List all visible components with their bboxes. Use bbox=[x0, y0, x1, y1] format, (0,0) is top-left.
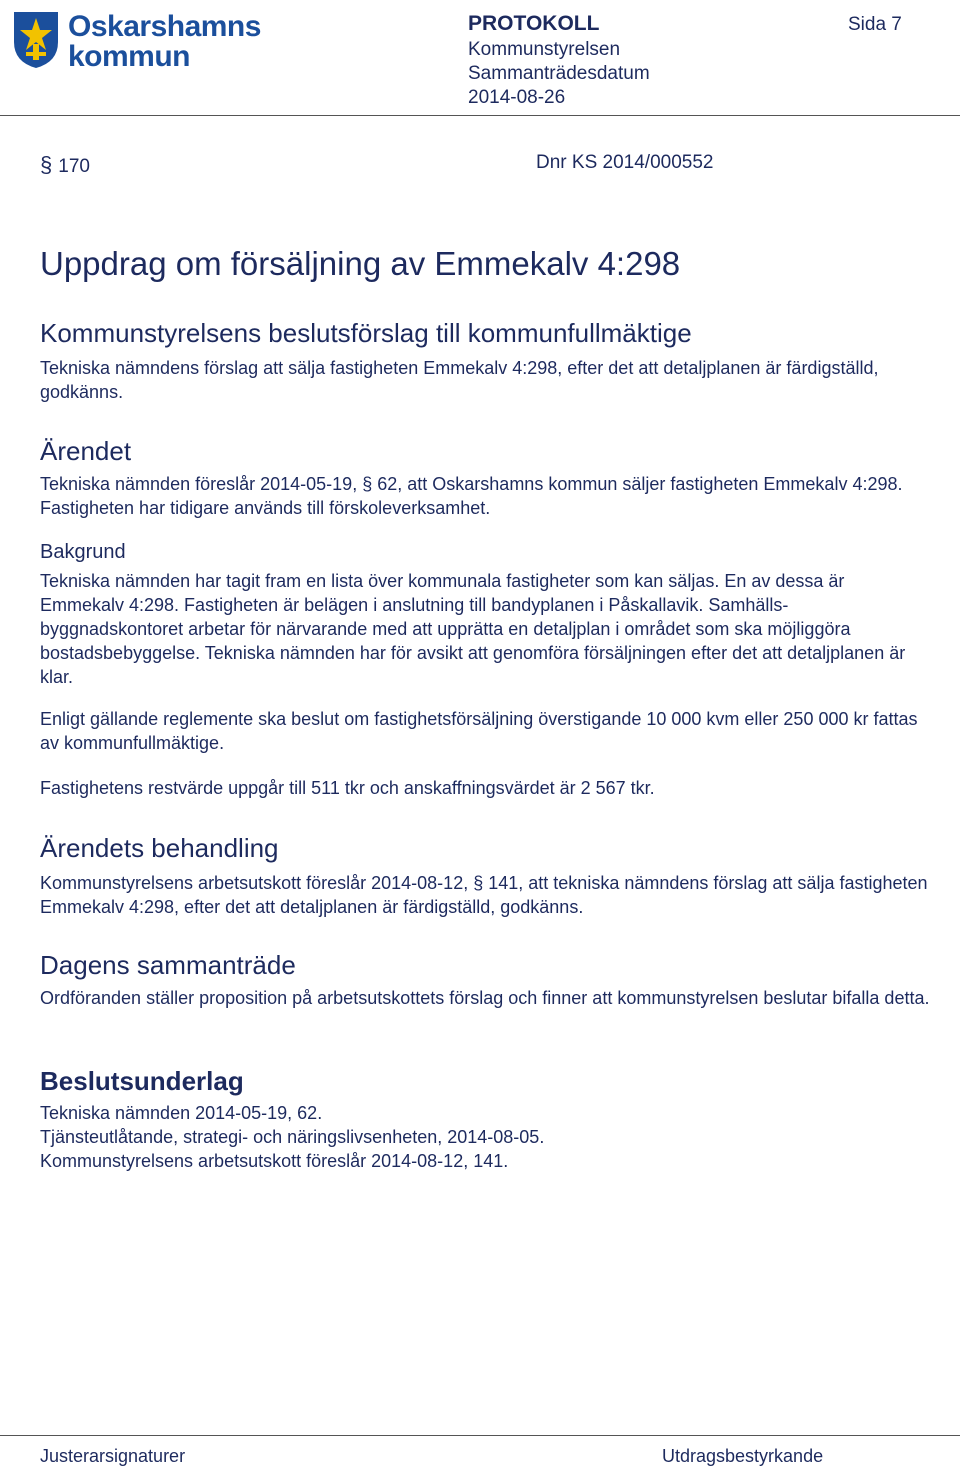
handling-text-part1: Kommunstyrelsens arbetsutskott föreslår 2014-08-12, bbox=[40, 873, 469, 893]
diary-number: Dnr KS 2014/000552 bbox=[536, 152, 714, 173]
basis-item: Tjänsteutlåtande, strategi- och näringslivsenheten, 2014-08-05. bbox=[40, 1127, 545, 1147]
matter-text-part1: Tekniska nämnden föreslår 2014-05-19, bbox=[40, 474, 358, 494]
proposal-heading: Kommunstyrelsens beslutsförslag till kommunfullmäktige bbox=[40, 318, 692, 348]
case-number-value: 170 bbox=[58, 156, 90, 177]
background-text-1: Tekniska nämnden har tagit fram en lista över kommunala fastigheter som kan säljas. En av dessa är Emmekalv 4:298. Fastigheten är belägen i anslutning till bandyplanen i Påskallavik. Samhälls- byggnadskontoret arbetar för närvarande med att upprätta en detaljplan i området som ska möjliggöra bostadsbebyggelse. Tekniska nämnden har för avsikt att genomföra försäljningen efter det att detaljplanen är klar. bbox=[40, 571, 906, 687]
matter-text bbox=[40, 472, 930, 520]
org-name-line2: kommun bbox=[68, 40, 191, 73]
matter-text-part2: 62, att Oskarshamns kommun säljer fastigheten Emmekalv 4:298. Fastigheten har tidigare används till förskoleverksamhet. bbox=[40, 474, 903, 518]
org-name-line1: Oskarshamns bbox=[68, 10, 261, 43]
meeting-heading: Dagens sammanträde bbox=[40, 950, 296, 980]
handling-heading: Ärendets behandling bbox=[40, 833, 279, 863]
background-text-2: Enligt gällande reglemente ska beslut om fastighetsförsäljning överstigande 10 000 kvm eller 250 000 kr fattas av kommunfullmäktige. bbox=[40, 709, 918, 753]
footer-divider bbox=[0, 1435, 960, 1436]
meeting-text: Ordföranden ställer proposition på arbetsutskottets förslag och finner att kommunstyrelsen beslutar bifalla detta. bbox=[40, 988, 930, 1008]
basis-item: Kommunstyrelsens arbetsutskott föreslår 2014-08-12, 141. bbox=[40, 1151, 509, 1171]
paragraph-icon: § bbox=[473, 873, 484, 893]
municipality-logo bbox=[10, 8, 261, 73]
page-title: Uppdrag om försäljning av Emmekalv 4:298 bbox=[40, 245, 681, 282]
basis-list bbox=[40, 1101, 930, 1173]
handling-text bbox=[40, 871, 930, 919]
footer-signatures-label: Justerarsignaturer bbox=[40, 1446, 186, 1466]
basis-item: Tekniska nämnden 2014-05-19, 62. bbox=[40, 1103, 323, 1123]
header-divider bbox=[0, 115, 960, 116]
basis-heading: Beslutsunderlag bbox=[40, 1066, 244, 1096]
committee-name: Kommunstyrelsen bbox=[468, 39, 621, 60]
footer-extract-label: Utdragsbestyrkande bbox=[662, 1446, 824, 1466]
case-number bbox=[40, 152, 90, 178]
handling-text-part2: 141, att tekniska nämndens förslag att sälja fastigheten Emmekalv 4:298, efter det att detaljplanen är färdigställd, godkänns. bbox=[40, 873, 928, 917]
matter-heading: Ärendet bbox=[40, 436, 132, 466]
proposal-text: Tekniska nämndens förslag att sälja fastigheten Emmekalv 4:298, efter det att detaljplanen är färdigställd, godkänns. bbox=[40, 358, 879, 402]
document-type: PROTOKOLL bbox=[468, 12, 600, 35]
paragraph-icon: § bbox=[40, 152, 53, 177]
paragraph-icon: § bbox=[362, 474, 373, 494]
page-number: Sida 7 bbox=[848, 14, 902, 35]
meeting-date-label: Sammanträdesdatum bbox=[468, 63, 650, 84]
background-heading: Bakgrund bbox=[40, 541, 126, 563]
meeting-date-value: 2014-08-26 bbox=[468, 87, 566, 108]
background-text-3: Fastighetens restvärde uppgår till 511 tkr och anskaffningsvärdet är 2 567 tkr. bbox=[40, 778, 655, 798]
